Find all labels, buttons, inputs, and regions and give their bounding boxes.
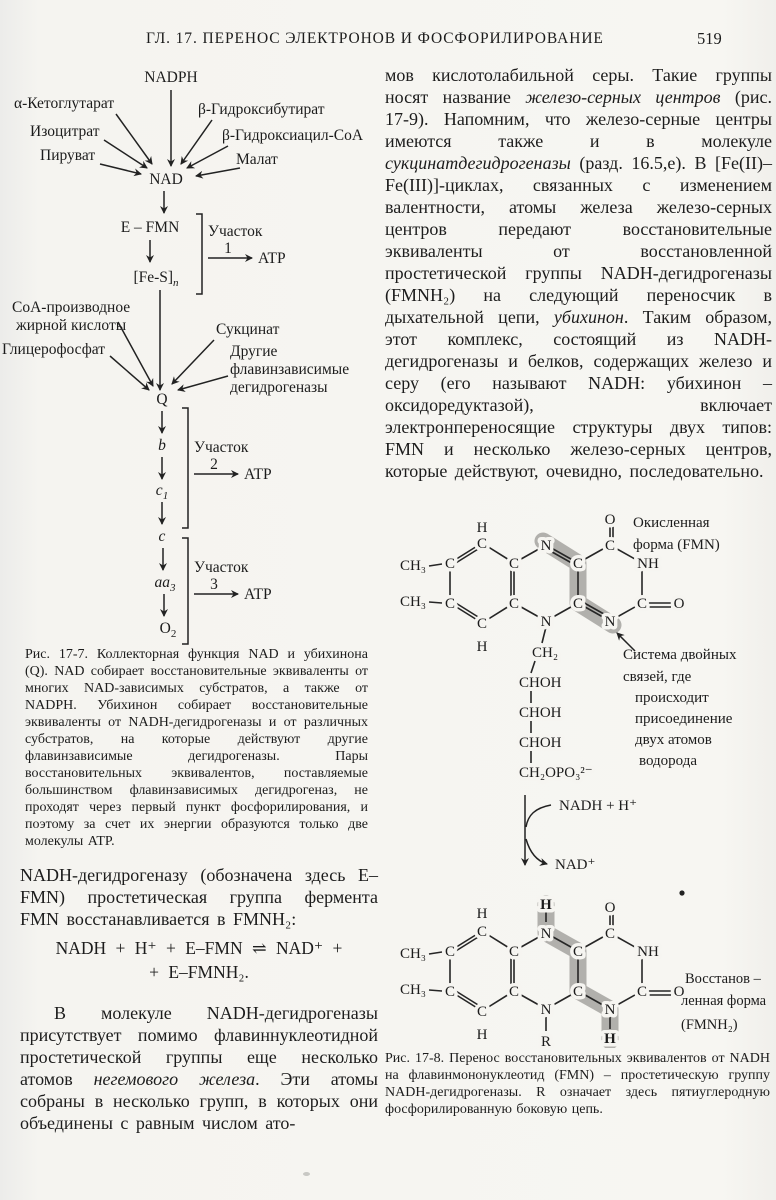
svg-text:Система двойных: Система двойных [623, 647, 737, 663]
c-atom: C [508, 556, 520, 572]
page-number: 519 [697, 29, 722, 48]
node-cytochrome-b: b [158, 437, 166, 454]
node-isocitrate: Изоцитрат [30, 123, 100, 140]
double-bond-annotation [623, 647, 737, 769]
figure-17-8-caption: Рис. 17-8. Перенос восстановительных эквивалентов от NADH на флавинмононуклеотид (FMN) – простетическую группу NADH-дегидрогеназы. R означает здесь пятиуглеродную фосфорилированную боковую цепь. [385, 1051, 770, 1117]
ribityl-side-chain [519, 645, 593, 781]
figure-17-7-caption: Рис. 17-7. Коллекторная функция NAD и убихинона (Q). NAD собирает восстановительные эквиваленты от многих NAD-зависимых субстратов, а также от NADPH. Убихинон собирает восстановительные эквиваленты от NADH-дегидрогеназы и от различных субстратов, на которые действуют другие флавинзависимые дегидрогеназы. Пары восстановительных эквивалентов, поставляемые большинством флавинзависимых дегидрогеназ, не проходят через первый пункт фосфорилирования, и поэтому за счет их энергии образуются только две молекулы ATP. [25, 647, 368, 849]
last-paragraph-part1: В молекуле NADH-дегидрогеназы присутствует помимо флавиннуклеотидной простетической группы еще несколько атомов [20, 1003, 378, 1089]
nadh-paragraph-text: NADH-дегидрогеназу (обозначена здесь E–FMN) простетическая группа фермента FMN восстанавливается в FMNH₂: [20, 865, 378, 929]
rc-italic1: железо-серных центров [525, 87, 721, 107]
node-cytochrome-c1: $c_1$ [155, 482, 169, 502]
node-nadph: NADPH [144, 69, 198, 86]
n3h-group: NH [637, 944, 659, 960]
h-atom: H [476, 520, 488, 536]
node-coa-derivative-line2: жирной кислоты [16, 317, 127, 334]
methyl-group: CH₃ [399, 558, 427, 574]
o-atom: O [673, 984, 685, 1000]
n10-atom: N [540, 1002, 552, 1018]
bracket-site2 [182, 408, 188, 528]
added-h-atom: H [540, 897, 552, 913]
choh-group: CHOH [519, 735, 562, 751]
n10-atom: N [540, 614, 552, 630]
o-atom: O [673, 596, 685, 612]
c-atom: C [476, 924, 488, 940]
bracket-site3 [182, 538, 188, 644]
site3-atp: ATP [244, 586, 272, 603]
last-paragraph-italic: негемового железа [93, 1069, 256, 1089]
node-fe-s: $[Fe-S]_n$ [133, 269, 179, 289]
o-atom: O [604, 512, 616, 528]
node-other-dehydrogenases-line3: дегидрогеназы [230, 379, 328, 396]
h-atom: H [476, 639, 488, 655]
c10a-atom: C [572, 596, 584, 612]
site2-number: 2 [210, 456, 218, 473]
ch2-group: CH₂ [532, 645, 559, 661]
node-other-dehydrogenases-line1: Другие [230, 343, 278, 360]
c-atom: C [444, 556, 456, 572]
c-atom: C [508, 596, 520, 612]
node-nad: NAD [149, 171, 183, 188]
equation-line-1: NADH + H⁺ + E–FMN ⇌ NAD⁺ + [55, 938, 343, 958]
c-atom: C [508, 984, 520, 1000]
rc-italic2: сукцинатдегидрогеназы [385, 153, 571, 173]
nad-out-curve [526, 839, 547, 864]
c10a-atom: C [572, 984, 584, 1000]
site1-label: Участок [208, 223, 263, 240]
c2-atom: C [636, 596, 648, 612]
right-column-paragraph [385, 64, 772, 482]
equation-line-2: + E–FMNH₂. [149, 962, 249, 982]
site2-label: Участок [194, 439, 249, 456]
left-column-paragraph-nadh [20, 864, 378, 984]
n1-atom: N [604, 614, 616, 630]
node-b-hydroxybutyrate: β-Гидроксибутират [198, 101, 325, 118]
bracket-site1 [196, 214, 202, 294]
site2-atp: ATP [244, 466, 272, 483]
n5-atom: N [540, 926, 552, 942]
c-atom: C [444, 944, 456, 960]
n3h-group: NH [637, 556, 659, 572]
c-atom: C [476, 616, 488, 632]
c-atom: C [476, 536, 488, 552]
c-atom: C [444, 984, 456, 1000]
choh-group: CHOH [519, 675, 562, 691]
nadh-in-curve [526, 805, 551, 827]
c2-atom: C [636, 984, 648, 1000]
o-atom: O [604, 900, 616, 916]
nadh-plus-h-label: NADH + H⁺ [559, 798, 638, 814]
rc-italic3: убихинон [553, 307, 624, 327]
svg-text:водорода: водорода [639, 753, 698, 769]
node-b-hydroxyacyl-coa: β-Гидроксиацил-CoA [222, 127, 364, 144]
added-h-atom: H [604, 1031, 616, 1047]
h-atom: H [476, 906, 488, 922]
r-side-chain: R [540, 1034, 552, 1048]
node-e-fmn: E – FMN [120, 219, 180, 236]
h-atom: H [476, 1027, 488, 1043]
oxidized-form-label-line2: форма (FMN) [633, 537, 720, 553]
nad-plus-label: NAD⁺ [555, 857, 596, 873]
site1-atp: ATP [258, 250, 286, 267]
scan-artifact [303, 1172, 310, 1176]
n1-atom: N [604, 1002, 616, 1018]
figure-17-7-diagram [0, 60, 382, 650]
node-glycerophosphate: Глицерофосфат [2, 341, 106, 358]
rc-part4: . Таким образом, этот комплекс, состоящий из NADH-дегидрогеназы и белков, содержащих железо и серу (его называют NADH: убихинон – оксидоредуктазой), включает электронпереносящие структуры двух типов: FMN и несколько железо-серных центров, которые действуют, очевидно, последовательно. [385, 307, 772, 481]
rc-part3: (разд. 16.5,е). В [Fe(II)–Fe(III)]-циклах, связанных с изменением валентности, атомы железа железо-серных центров передают восстановительные эквиваленты от восстановленной простетической группы NADH-дегидрогеназы (FMNH₂) на следующий переносчик в дыхательной цепи, [385, 153, 772, 327]
node-o2: $O_2$ [159, 620, 177, 640]
node-succinate: Сукцинат [216, 321, 280, 338]
node-alpha-ketoglutarate: α-Кетоглутарат [14, 95, 115, 112]
c4a-atom: C [572, 556, 584, 572]
reduced-form-label-line2: ленная форма [681, 993, 767, 1009]
svg-text:двух атомов: двух атомов [635, 732, 712, 748]
svg-text:присоединение: присоединение [635, 711, 733, 727]
c4-atom: C [604, 538, 616, 554]
c-atom: C [476, 1004, 488, 1020]
site3-label: Участок [194, 559, 249, 576]
node-cytochrome-aa3: $aa_3$ [154, 574, 176, 594]
svg-text:происходит: происходит [635, 690, 709, 706]
reduced-form-label-line3: (FMNH₂) [681, 1017, 738, 1033]
c-atom: C [508, 944, 520, 960]
flavin-substrate-arrows-to-q [110, 322, 228, 390]
node-q-ubiquinone: Q [156, 391, 168, 408]
page-header-title: ГЛ. 17. ПЕРЕНОС ЭЛЕКТРОНОВ И ФОСФОРИЛИРОВАНИЕ [146, 30, 604, 47]
reduced-form-label-line1: Восстанов – [685, 971, 761, 987]
methyl-group: CH₃ [399, 982, 427, 998]
node-malate: Малат [236, 151, 278, 168]
site1-number: 1 [224, 240, 232, 257]
site3-number: 3 [210, 576, 218, 593]
n5-atom: N [540, 538, 552, 554]
oxidized-form-label-line1: Окисленная [633, 515, 710, 531]
c-atom: C [444, 596, 456, 612]
methyl-group: CH₃ [399, 594, 427, 610]
print-bullet-dot [679, 890, 684, 895]
phosphate-group: CH₂OPO₃²⁻ [519, 765, 593, 781]
c4-atom: C [604, 926, 616, 942]
choh-group: CHOH [519, 705, 562, 721]
node-coa-derivative-line1: CoA-производное [12, 299, 131, 316]
rc-part1: мов кислотолабильной серы. Такие группы носят название [385, 65, 772, 107]
rc-part2: (рис. 17-9). Напомним, что железо-серные центры имеются также и в молекуле [385, 87, 772, 151]
node-pyruvate: Пируват [40, 147, 96, 164]
c4a-atom: C [572, 944, 584, 960]
methyl-group: CH₃ [399, 946, 427, 962]
svg-text:связей, где: связей, где [623, 669, 692, 685]
figure-17-8-structures [385, 505, 776, 1048]
last-paragraph-part2: . Эти атомы собраны в несколько групп, в которых они объединены с равным числом ато- [20, 1069, 378, 1133]
node-other-dehydrogenases-line2: флавинзависимые [230, 361, 350, 378]
node-cytochrome-c: c [158, 528, 166, 545]
left-column-last-paragraph [20, 1002, 378, 1134]
